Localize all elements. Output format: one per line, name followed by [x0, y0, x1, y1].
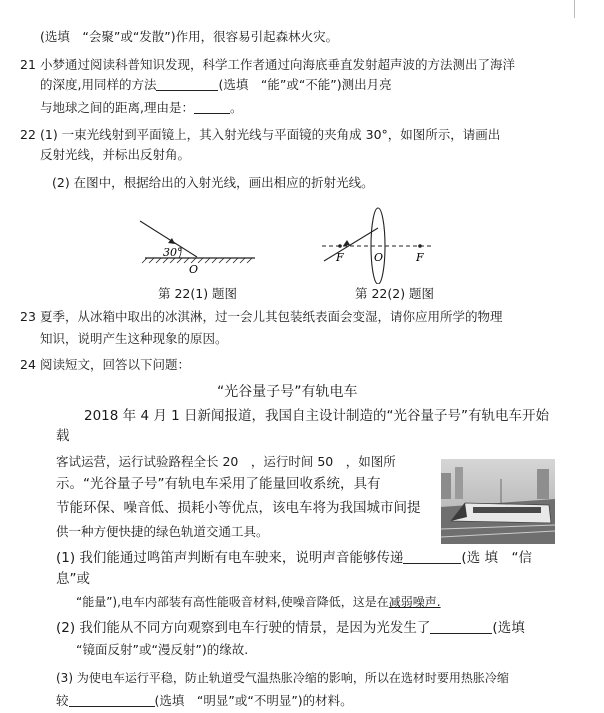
sub3-line2 — [56, 693, 353, 709]
focus-left-dot — [338, 244, 342, 248]
q23-line2: 知识，说明产生这种现象的原因。 — [40, 331, 228, 346]
sub1-text: (1) 我们能通过鸣笛声判断有电车驶来，说明声音能够传递 — [56, 550, 404, 566]
optical-center-label: O — [374, 251, 384, 264]
q22-line2: 反射光线，并标出反射角。 — [40, 147, 191, 162]
figure-22-2-lens — [318, 204, 436, 284]
q23-number: 23 — [20, 309, 36, 324]
q20-tail: (选填 “会聚”或“发散”)作用，很容易引起森林火灾。 — [40, 29, 339, 44]
sub2-option: (选填 — [492, 620, 525, 636]
angle-label: 30° — [163, 246, 183, 259]
q21-line3: 与地球之间的距离,理由是： 。 — [40, 100, 243, 115]
sub1-text-2: “能量”),电车内部装有高性能吸音材料,使噪音降低，这是在 — [76, 595, 389, 609]
q22-line1: (1) 一束光线射到平面镜上，其入射光线与平面镜的夹角成 30°，如图所示，请画出 — [40, 127, 501, 142]
q21-line2-start: 的深度,用同样的方法 — [40, 77, 157, 92]
focus-right-label: F — [416, 251, 424, 264]
focus-left-label: F — [336, 251, 344, 264]
sub2-line1 — [56, 620, 525, 636]
tram-photo — [441, 459, 555, 544]
q21-blank-2[interactable] — [194, 101, 230, 114]
sub2-blank[interactable] — [430, 621, 492, 634]
page-corner-mark — [574, 0, 575, 18]
sub2-line2: “镜面反射”或“漫反射”)的缘故. — [76, 642, 249, 657]
incident-ray-arrow — [343, 240, 350, 246]
incident-ray — [324, 228, 378, 261]
q21-number: 21 — [20, 57, 36, 72]
figure-22-2-caption: 第 22(2) 题图 — [355, 286, 435, 301]
sub3-blank[interactable] — [69, 694, 155, 707]
point-o-label: O — [189, 263, 199, 276]
q24-number: 24 — [20, 357, 36, 372]
sub3-line1: (3) 为使电车运行平稳，防止轨道受气温热胀冷缩的影响，所以在选材时要用热胀冷缩 — [56, 671, 509, 685]
article-para2-line3: 节能环保、噪音低、损耗小等优点，该电车将为我国城市间提 — [56, 500, 421, 516]
q21-line1: 小梦通过阅读科普知识发现，科学工作者通过向海底垂直发射超声波的方法测出了海洋 — [40, 57, 516, 72]
q21-blank-1[interactable] — [156, 78, 218, 91]
article-para1-line2: 载 — [56, 428, 70, 444]
sub3-text: 较 — [56, 693, 69, 708]
article-para1-line1: 2018 年 4 月 1 日新闻报道，我国自主设计制造的“光谷量子号”有轨电车开始 — [84, 408, 549, 424]
article-para2-line1: 客试运营，运行试验路程全长 20 ，运行时间 50 ，如图所 — [56, 454, 396, 469]
sub3-option: (选填 “明显”或“不明显”)的材料。 — [154, 693, 353, 708]
q22-number: 22 — [20, 127, 36, 142]
q21-reason-label: 与地球之间的距离,理由是： — [40, 100, 194, 115]
q23-line1: 夏季，从冰箱中取出的冰淇淋，过一会儿其包装纸表面会变湿，请你应用所学的物理 — [40, 309, 503, 324]
sub1-line1 — [56, 550, 532, 566]
sub1-blank-1[interactable] — [403, 551, 461, 564]
sub1-option: (选 填 “信 — [461, 550, 532, 566]
sub1-answer: 减弱噪声. — [388, 595, 441, 609]
sub1-line2: 息”或 — [56, 571, 90, 587]
q21-line2-end: (选填 “能”或“不能”)测出月亮 — [218, 77, 392, 92]
focus-right-dot — [418, 244, 422, 248]
figure-22-1-mirror — [135, 210, 265, 280]
q22-line3: (2) 在图中，根据给出的入射光线，画出相应的折射光线。 — [52, 175, 374, 190]
sub2-text: (2) 我们能从不同方向观察到电车行驶的情景，是因为光发生了 — [56, 620, 431, 636]
article-para2-line4: 供一种方便快捷的绿色轨道交通工具。 — [56, 524, 269, 539]
q21-line2 — [40, 77, 392, 93]
q24-instruction: 阅读短文，回答以下问题： — [40, 357, 191, 372]
article-para2-line2: 示。“光谷量子号”有轨电车采用了能量回收系统，具有 — [56, 476, 381, 492]
figure-22-1-caption: 第 22(1) 题图 — [158, 286, 238, 301]
article-title: “光谷量子号”有轨电车 — [217, 384, 358, 400]
sub1-line3 — [76, 594, 441, 610]
